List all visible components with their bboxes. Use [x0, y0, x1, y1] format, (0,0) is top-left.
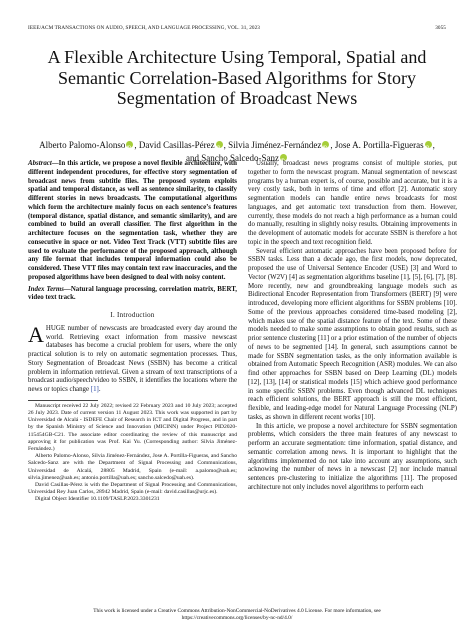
- orcid-icon[interactable]: [425, 141, 432, 148]
- body-paragraph: In this article, we propose a novel architecture for SSBN segmentation problems, which considers the three main features of any newscast to perform an accurate segmentation: time information, spatial distance, and semantic correlation among news. It is important to highlight that the algorithms implemented do not take into account any assumptions, such acknowing the number of news in a newscast [2] nor include manual sentences pre-clustering to initialize the algorithms [11]. The proposed architecture not only includes novel algorithms to perform each: [248, 422, 457, 491]
- orcid-icon[interactable]: [322, 141, 329, 148]
- author-name: , Jose A. Portilla-Figueras: [330, 140, 424, 150]
- author-line-1: Alberto Palomo-AlonsoiD , David Casillas-PéreziD , Silvia Jiménez-FernándeziD , Jose A. Portilla-FiguerasiD ,: [24, 139, 450, 152]
- author-name: and Sancho Salcedo-Sanz: [186, 152, 279, 163]
- abstract-label: Abstract: [28, 160, 52, 167]
- body-paragraph: Usually, broadcast news programs consist of multiple stories, put together to form the newscast program. Manual segmentation of newscast programs by a human expert is, of course, possible and accurate, but it is a very costly task, both in terms of time and effort [2]. Automatic story segmentation models can handle entire news broadcasts for most languages, and get automatic text transduction from them. However, currently, these models do not reach a high performance as a human could do manually, resulting in slightly noisy results. Obtaining improvements in the development of automatic models for accurate SSBN is therefore a hot topic in the speech and text recognition field.: [248, 160, 457, 246]
- license-footer: [24, 608, 450, 622]
- paper-title: A Flexible Architecture Using Temporal, Spatial and Semantic Correlation-Based Algorithms for Story Segmentation of Broadcast News: [47, 47, 427, 108]
- footnote-affiliation-2: David Casillas-Pérez is with the Department of Signal Processing and Communications, Universidad Rey Juan Carlos, 28942 Madrid, Spain (e-mail: david.casillas@urjc.es).: [28, 481, 237, 496]
- footnote-manuscript: Manuscript received 22 July 2022; revised 22 February 2023 and 10 July 2023; accepted 26 July 2023. Date of current version 11 August 2023. This work was supported in part by Universidad de Alcalá - ISDEFE Chair of Research in ICT and Digital Progress, and in part by the Spanish Ministry of Science and Innovation (MICINN) under Project PID2020-115454GB-C21. The associate editor coordinating the review of this manuscript and approving it for publication was Prof. Kai Yu. (Corresponding author: Silvia Jiménez-Fernández.): [28, 402, 237, 452]
- drop-cap: A: [28, 321, 44, 347]
- footnote-affiliation-1: Alberto Palomo-Alonso, Silvia Jiménez-Fernández, Jose A. Portilla-Figueras, and Sancho Salcedo-Sanz are with the Department of Signal Processing and Communications, Universidad de Alcalá, 28805 Madrid, Spain (e-mail: a.palomo@uah.es; silvia.jimenez@uah.es; antonio.portilla@uah.es; sancho.salcedo@uah.es).: [28, 453, 237, 481]
- citation-link[interactable]: [1]: [90, 386, 99, 393]
- index-terms: [28, 286, 237, 304]
- license-url[interactable]: https://creativecommons.org/licenses/by-nc-nd/4.0/: [181, 615, 293, 622]
- left-column: [28, 160, 237, 504]
- author-name: , David Casillas-Pérez: [134, 140, 215, 150]
- footnote-divider: [28, 400, 98, 401]
- author-name: , Silvia Jiménez-Fernández: [223, 140, 322, 150]
- journal-name: IEEE/ACM TRANSACTIONS ON AUDIO, SPEECH, AND LANGUAGE PROCESSING, VOL. 31, 2023: [28, 25, 260, 31]
- license-text: This work is licensed under a Creative Commons Attribution-NonCommercial-NoDerivatives 4.0 License. For more information, see: [93, 608, 381, 614]
- section-heading-introduction: I. Introduction: [110, 312, 155, 319]
- author-name: Alberto Palomo-Alonso: [39, 140, 126, 150]
- abstract-text: —In this article, we propose a novel flexible architecture, with different independent procedures, for effective story segmentation of broadcast news from subtitle files. The proposed system exploits spatial and temporal distance, as well as sentence similarity, to classify different stories in news broadcasts. The computational algorithms which form the architecture mainly focus on each sentence’s features (temporal distance, spatial distance, and semantic similarity), and are combined to build an overall classifier. The first algorithm in the architecture focuses on the segmentation task, whether they are consecutive in space or not. Video Text Track (VTT) subtitle files are used to evaluate the performance of the proposed approach, although any file format that includes temporal information could also be considered. These VTT files may contain text raw inaccuracies, and the proposed algorithms have been designed to deal with noisy content.: [28, 160, 237, 281]
- footnote-doi: Digital Object Identifier 10.1109/TASLP.2023.3301231: [35, 496, 160, 503]
- right-column: [248, 160, 457, 493]
- body-paragraph: Several efficient automatic approaches have been proposed before for SSBN tasks. Less than a decade ago, the first models, now deprecated, proposed the use of Universal Sentence Encoder (USE) [3] and Word to Vector (W2V) [4] as segmentation algorithms baseline [1], [5], [6], [7], [8]. More recently, new and groundbreaking language models such as Bidirectional Encoder Representation from Transformers (BERT) [9] were introduced, developing more efficient algorithms for SSBN problems [10]. Some of the previous approaches considered time-based modeling [2], which makes use of the spatial distance feature of the text. Some of these models needed to make some assumptions to obtain good results, such as prior sentence clustering [11] or a prior estimation of the number of objects of news to be segmented [14]. In general, such assumptions cannot be made for SSBN segmentation tasks, as the only information available is obtained from Automatic Speech Recognition (ASR) modules. We can also find other approaches for SSBN based on Deep Learning (DL) models [12], [13], [14] or statistical models [15] which achieve good performance in some specific SSBN problems. Even though advanced DL techniques reach efficient solutions, the BERT approach is still the most efficient, flexible, and leading-edge model for Natural Language Processing (NLP) tasks, as shown in different recent works [10].: [248, 247, 457, 421]
- page-number: 3055: [435, 25, 446, 31]
- intro-paragraph: AHUGE number of newscasts are broadcasted every day around the world. Retrieving exact information from massive newscast databases has become a crucial problem for users, where the only practical solution is to rely on automatic segmentation processes. Thus, Story Segmentation of Broadcast News (SSBN) has become a critical problem in information retrieval. Given a stream of text transcriptions of a broadcast audio/speech/video to SSBN, it identifies the locations where the news or topics change [1].: [28, 321, 237, 393]
- abstract: [28, 160, 237, 283]
- intro-text: HUGE number of newscasts are broadcasted every day around the world. Retrieving exact information from massive newscast databases has become a crucial problem for users, where the only practical solution is to rely on automatic segmentation processes. Thus, Story Segmentation of Broadcast News (SSBN) has become a critical problem in information retrieval. Given a stream of text transcriptions of a broadcast audio/speech/video to SSBN, it identifies the locations where the news or topics change: [28, 324, 237, 393]
- index-terms-label: Index Terms: [28, 285, 64, 293]
- running-head: [28, 25, 446, 31]
- orcid-icon[interactable]: [126, 141, 133, 148]
- index-terms-text: —Natural language processing, correlation matrix, BERT, video text track.: [28, 285, 238, 302]
- orcid-icon[interactable]: [216, 141, 223, 148]
